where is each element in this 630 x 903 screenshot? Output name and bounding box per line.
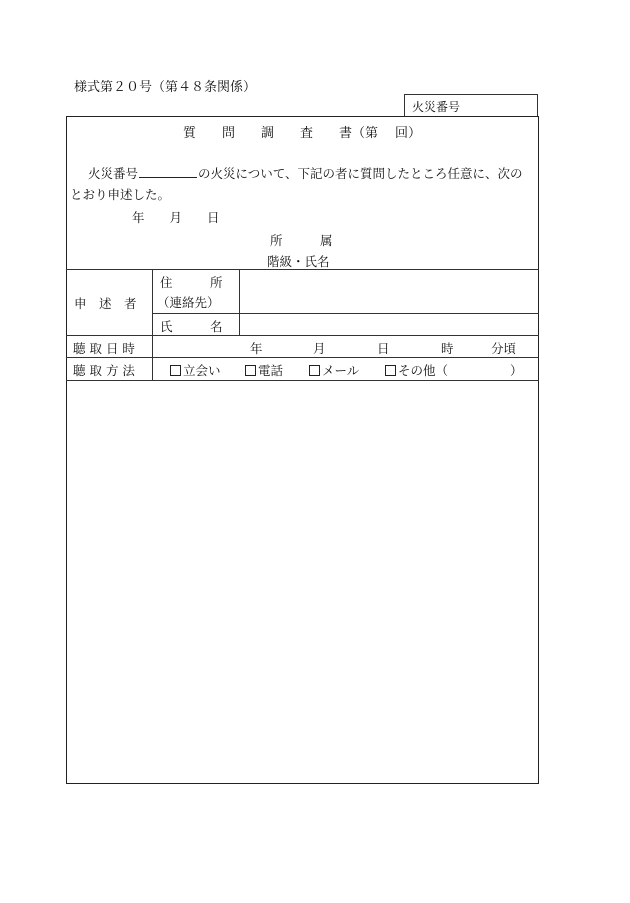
statement-line-2: とおり申述した。 bbox=[70, 187, 171, 202]
label-column-divider bbox=[152, 269, 153, 380]
fire-number-box bbox=[404, 94, 538, 116]
hearing-date-bottom-border bbox=[66, 357, 539, 358]
address-field[interactable] bbox=[240, 270, 538, 313]
document-title bbox=[183, 122, 473, 141]
checkbox-phone[interactable] bbox=[245, 365, 256, 376]
method-other-label: その他（ bbox=[398, 363, 449, 378]
hearing-hour-unit: 時 bbox=[441, 341, 454, 356]
name-field[interactable] bbox=[240, 314, 538, 335]
method-other[interactable] bbox=[385, 361, 448, 379]
fire-number-blank[interactable] bbox=[139, 165, 197, 178]
statement-body-area[interactable] bbox=[68, 382, 537, 782]
hearing-minute-unit: 分頃 bbox=[491, 341, 517, 356]
statement-prefix: 火災番号 bbox=[88, 166, 139, 181]
hearing-method-label: 聴 取 方 法 bbox=[73, 363, 135, 378]
hearing-year-unit: 年 bbox=[250, 341, 263, 356]
affiliation-label: 所 属 bbox=[270, 233, 333, 248]
checkbox-in-person[interactable] bbox=[170, 365, 181, 376]
statement-line-1 bbox=[88, 164, 523, 182]
form-number-label: 様式第２０号（第４８条関係） bbox=[74, 80, 257, 95]
declarant-bottom-border bbox=[66, 335, 539, 336]
hearing-month-unit: 月 bbox=[313, 341, 326, 356]
method-other-close: ） bbox=[510, 363, 523, 378]
method-phone[interactable] bbox=[245, 361, 283, 379]
checkbox-other[interactable] bbox=[385, 365, 396, 376]
fire-number-box-label: 火災番号 bbox=[412, 100, 461, 114]
title-end: 回） bbox=[395, 126, 422, 141]
method-email[interactable] bbox=[309, 361, 359, 379]
hearing-day-unit: 日 bbox=[377, 341, 390, 356]
method-in-person-label: 立会い bbox=[183, 363, 221, 378]
declarant-label: 申 述 者 bbox=[74, 296, 137, 311]
hearing-method-bottom-border bbox=[66, 380, 539, 381]
method-phone-label: 電話 bbox=[258, 363, 284, 378]
contact-label: （連絡先） bbox=[157, 295, 220, 310]
statement-suffix: の火災について、下記の者に質問したところ任意に、次の bbox=[198, 166, 523, 181]
method-in-person[interactable] bbox=[170, 361, 221, 379]
statement-date: 年 月 日 bbox=[132, 210, 220, 225]
checkbox-email[interactable] bbox=[309, 365, 320, 376]
method-email-label: メール bbox=[322, 363, 360, 378]
rank-name-label: 階級・氏名 bbox=[267, 254, 330, 269]
name-label: 氏 名 bbox=[160, 319, 223, 334]
title-main: 質 問 調 査 書（第 bbox=[183, 126, 379, 141]
address-label: 住 所 bbox=[160, 275, 223, 290]
hearing-date-label: 聴 取 日 時 bbox=[73, 341, 135, 356]
